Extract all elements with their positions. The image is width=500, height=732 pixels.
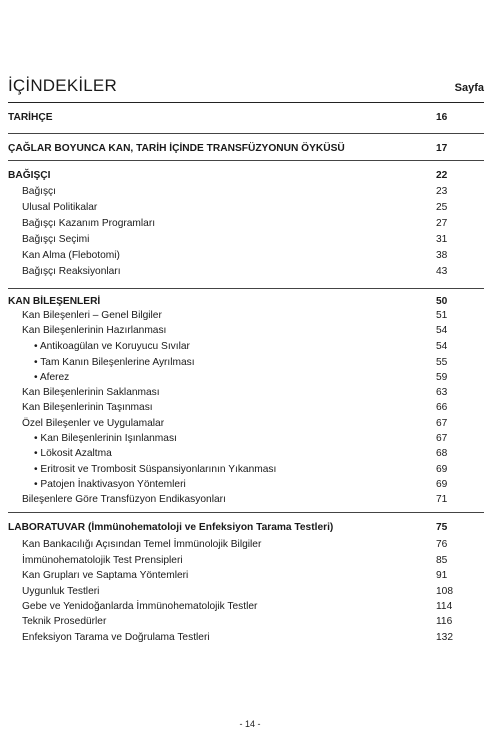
toc-entry: [8, 520, 484, 536]
toc-entry: [8, 141, 484, 157]
header-rule: [8, 102, 484, 103]
section-divider: [8, 512, 484, 513]
toc-entry: [8, 431, 484, 447]
toc-entry: [8, 168, 484, 184]
toc-entry: [8, 416, 484, 432]
toc-entry: [8, 537, 484, 553]
toc-title: İÇİNDEKİLER: [8, 76, 117, 95]
toc-entry-page: 16: [436, 112, 448, 123]
toc-entry-label: • Tam Kanın Bileşenlerine Ayrılması: [34, 357, 195, 368]
toc-entry-page: 54: [436, 325, 448, 336]
toc-entry: [8, 110, 484, 126]
toc-entry-page: 51: [436, 310, 448, 321]
toc-entry-page: 25: [436, 202, 448, 213]
section-divider: [8, 160, 484, 161]
toc-entry-page: 85: [436, 555, 448, 566]
toc-entry-page: 71: [436, 494, 448, 505]
toc-entry-label: • Aferez: [34, 372, 70, 383]
toc-entry-page: 67: [436, 418, 448, 429]
toc-entry: [8, 614, 484, 630]
toc-entry-page: 91: [436, 570, 448, 581]
toc-entry-label: Özel Bileşenler ve Uygulamalar: [22, 418, 165, 429]
toc-entry-label: ÇAĞLAR BOYUNCA KAN, TARİH İÇİNDE TRANSFÜZYONUN ÖYKÜSÜ: [8, 143, 345, 154]
toc-entry-page: 43: [436, 266, 448, 277]
toc-entry-page: 22: [436, 170, 448, 181]
toc-entry-label: Kan Grupları ve Saptama Yöntemleri: [22, 570, 189, 581]
page-number: - 14 -: [239, 719, 261, 729]
toc-entry: [8, 232, 484, 248]
toc-entry-page: 50: [436, 296, 448, 307]
toc-entry: [8, 355, 484, 371]
toc-entry: [8, 308, 484, 324]
toc-entry-page: 69: [436, 479, 448, 490]
toc-entry: [8, 385, 484, 401]
toc-entry-label: İmmünohematolojik Test Prensipleri: [22, 555, 183, 566]
toc-entry: [8, 477, 484, 493]
toc-entry-page: 23: [436, 186, 448, 197]
toc-entry-label: Ulusal Politikalar: [22, 202, 98, 213]
toc-entry: [8, 630, 484, 646]
toc-entry-label: • Eritrosit ve Trombosit Süspansiyonlarının Yıkanması: [34, 464, 277, 475]
toc-entry: [8, 446, 484, 462]
toc-entry-page: 55: [436, 357, 448, 368]
toc-entry-page: 38: [436, 250, 448, 261]
toc-entry-label: Kan Bankacılığı Açısından Temel İmmünolojik Bilgiler: [22, 539, 262, 550]
toc-entry: [8, 339, 484, 355]
toc-entry-label: • Patojen İnaktivasyon Yöntemleri: [34, 479, 186, 490]
toc-entry-label: Teknik Prosedürler: [22, 616, 107, 627]
toc-entry-page: 76: [436, 539, 448, 550]
toc-entry-label: Bileşenlere Göre Transfüzyon Endikasyonları: [22, 494, 226, 505]
toc-entry-label: • Kan Bileşenlerinin Işınlanması: [34, 433, 177, 444]
toc-entry-label: Bağışçı: [22, 186, 56, 197]
toc-entry-label: BAĞIŞÇI: [8, 170, 51, 181]
toc-entry: [8, 216, 484, 232]
toc-entry-label: Bağışçı Kazanım Programları: [22, 218, 156, 229]
toc-header: [8, 76, 484, 96]
toc-entry-page: 63: [436, 387, 448, 398]
toc-entry-label: TARİHÇE: [8, 112, 53, 123]
toc-entry-label: LABORATUVAR (İmmünohematoloji ve Enfeksiyon Tarama Testleri): [8, 522, 334, 533]
toc-entry: [8, 599, 484, 615]
toc-entry: [8, 323, 484, 339]
toc-entry-label: Kan Bileşenlerinin Saklanması: [22, 387, 160, 398]
toc-entry: [8, 370, 484, 386]
toc-entry: [8, 248, 484, 264]
toc-entry-label: Bağışçı Seçimi: [22, 234, 90, 245]
toc-entry-page: 54: [436, 341, 448, 352]
toc-entry: [8, 400, 484, 416]
toc-entry-page: 132: [436, 632, 453, 643]
toc-entry-label: Gebe ve Yenidoğanlarda İmmünohematolojik Testler: [22, 601, 258, 612]
toc-entry-page: 68: [436, 448, 448, 459]
toc-entry-page: 17: [436, 143, 448, 154]
toc-entry-page: 75: [436, 522, 448, 533]
toc-entry: [8, 584, 484, 600]
toc-entry-label: Kan Bileşenlerinin Taşınması: [22, 402, 153, 413]
toc-entry: [8, 462, 484, 478]
toc-entry-page: 108: [436, 586, 453, 597]
toc-entry-page: 69: [436, 464, 448, 475]
toc-entry-page: 116: [436, 616, 453, 627]
toc-entry-label: Kan Bileşenlerinin Hazırlanması: [22, 325, 167, 336]
toc-entry-label: • Lökosit Azaltma: [34, 448, 112, 459]
toc-entry-page: 59: [436, 372, 448, 383]
section-divider: [8, 288, 484, 289]
toc-entry: [8, 553, 484, 569]
toc-entry-label: Bağışçı Reaksiyonları: [22, 266, 121, 277]
toc-entry-page: 31: [436, 234, 448, 245]
page-column-label: Sayfa: [454, 82, 484, 94]
toc-entry-page: 67: [436, 433, 448, 444]
section-divider: [8, 133, 484, 134]
toc-entry: [8, 200, 484, 216]
toc-entry-label: Kan Bileşenleri – Genel Bilgiler: [22, 310, 162, 321]
toc-entry: [8, 184, 484, 200]
toc-entry-label: Uygunluk Testleri: [22, 586, 100, 597]
toc-entry-label: Kan Alma (Flebotomi): [22, 250, 120, 261]
toc-entry-label: • Antikoagülan ve Koruyucu Sıvılar: [34, 341, 190, 352]
toc-entry: [8, 264, 484, 280]
toc-entry-page: 66: [436, 402, 448, 413]
toc-entry: [8, 568, 484, 584]
toc-entry-page: 27: [436, 218, 448, 229]
toc-entry-label: KAN BİLEŞENLERİ: [8, 296, 101, 307]
toc-entry-page: 114: [436, 601, 453, 612]
toc-entry: [8, 492, 484, 508]
toc-entry-label: Enfeksiyon Tarama ve Doğrulama Testleri: [22, 632, 210, 643]
